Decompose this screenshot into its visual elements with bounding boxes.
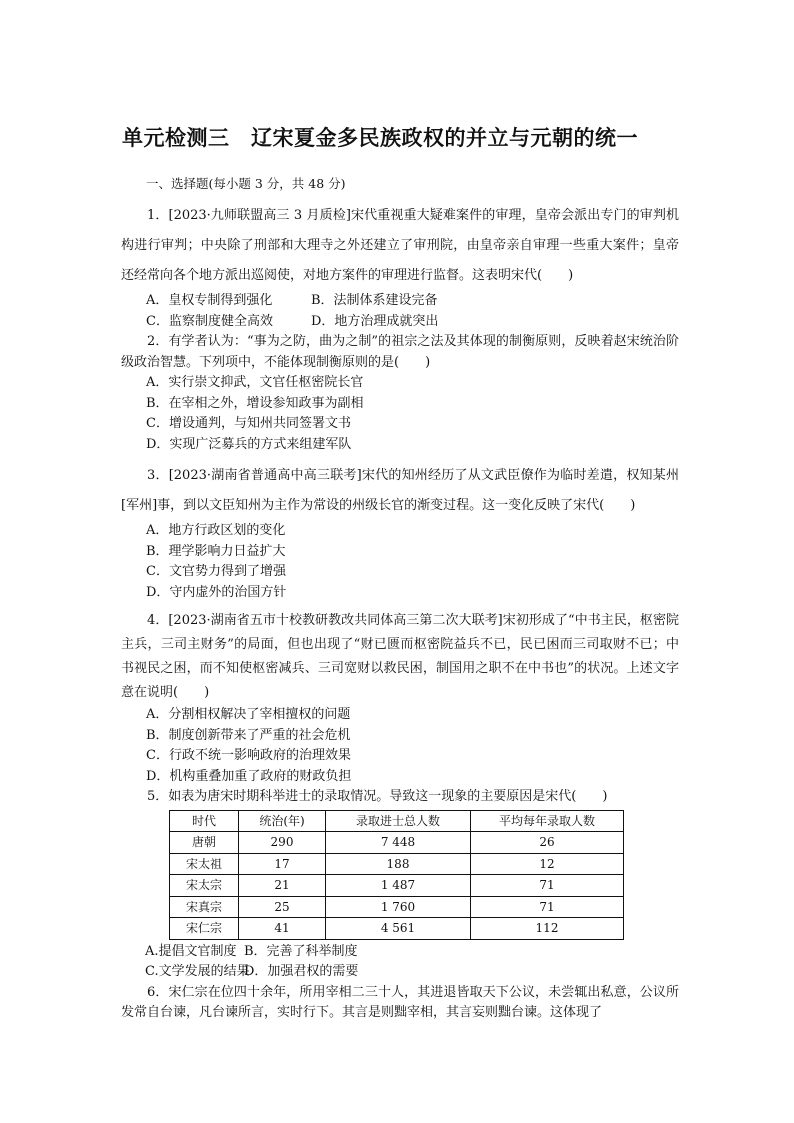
table-header: 统治(年) xyxy=(239,810,326,832)
table-header: 平均每年录取人数 xyxy=(471,810,624,832)
option-d: D．地方治理成就突出 xyxy=(311,313,439,329)
question-stem: 3．[2023·湖南省普通高中高三联考]宋代的知州经历了从文武臣僚作为临时差遣，权知某州[军州]事，到以文臣知州为主作为常设的州级长官的渐变过程。这一变化反映了宋代( ) xyxy=(121,468,679,513)
table-row xyxy=(170,853,624,875)
table-row xyxy=(170,918,624,940)
question-stem: 2．有学者认为：“事为之防，曲为之制”的祖宗之法及其体现的制衡原则，反映着赵宋统治阶级政治智慧。下列项中，不能体现制衡原则的是( ) xyxy=(121,334,679,370)
question-stem: 6．宋仁宗在位四十余年，所用宰相二三十人，其进退皆取天下公议，未尝辄出私意，公议所发常自台谏，凡台谏所言，实时行下。其言是则黜宰相，其言妄则黜台谏。这体现了 xyxy=(121,984,679,1020)
table-cell: 290 xyxy=(239,832,326,854)
option-d: D．守内虚外的治国方针 xyxy=(146,584,287,600)
question-stem: 4．[2023·湖南省五市十校教研教改共同体高三第二次大联考]宋初形成了“中书主民，枢密院主兵，三司主财务”的局面，但也出现了“财已匮而枢密院益兵不已，民已困而三司取财不已；中书视民之困，而不知使枢密减兵、三司宽财以救民困，制国用之职不在中书也”的状况。上述文字意在说明( ) xyxy=(121,613,679,700)
question-3 xyxy=(121,461,679,603)
option-d: D．机构重叠加重了政府的财政负担 xyxy=(146,768,352,784)
table-cell: 宋真宗 xyxy=(170,896,239,918)
question-5 xyxy=(121,787,679,983)
option-c: C．文官势力得到了增强 xyxy=(146,564,286,579)
option-b: B．在宰相之外，增设参知政事为副相 xyxy=(146,395,364,411)
table-row xyxy=(170,832,624,854)
page-title: 单元检测三 辽宋夏金多民族政权的并立与元朝的统一 xyxy=(122,126,638,150)
option-row xyxy=(121,942,679,963)
table-cell: 7 448 xyxy=(326,832,471,854)
table-cell: 宋太祖 xyxy=(170,853,239,875)
option-a: A．分割相权解决了宰相擅权的问题 xyxy=(146,707,351,722)
table-cell: 宋仁宗 xyxy=(170,918,239,940)
table-cell: 25 xyxy=(239,896,326,918)
question-1 xyxy=(121,201,679,332)
table-header: 录取进士总人数 xyxy=(326,810,471,832)
option-b: B．制度创新带来了严重的社会危机 xyxy=(146,727,351,743)
table-cell: 12 xyxy=(471,853,624,875)
table-cell: 唐朝 xyxy=(170,832,239,854)
question-2 xyxy=(121,332,679,455)
table-cell: 112 xyxy=(471,918,624,940)
admission-table xyxy=(169,810,624,940)
section-heading: 一、选择题(每小题 3 分，共 48 分) xyxy=(146,176,346,191)
table-header-row xyxy=(170,810,624,832)
table-cell: 17 xyxy=(239,853,326,875)
option-a: A.提倡文官制度 xyxy=(145,943,237,959)
option-row xyxy=(121,291,679,312)
option-c: C．增设通判，与知州共同签署文书 xyxy=(146,416,351,431)
option-a: A．实行崇文抑武，文官任枢密院长官 xyxy=(146,375,364,390)
option-c: C.文学发展的结果 xyxy=(145,964,250,979)
table-cell: 41 xyxy=(239,918,326,940)
question-4 xyxy=(121,609,679,787)
option-c: C．行政不统一影响政府的治理效果 xyxy=(146,748,351,763)
option-a: A．地方行政区划的变化 xyxy=(146,523,286,538)
question-stem: 5．如表为唐宋时期科举进士的录取情况。导致这一现象的主要原因是宋代( ) xyxy=(147,789,608,804)
table-cell: 188 xyxy=(326,853,471,875)
option-b: B．法制体系建设完备 xyxy=(311,293,438,308)
table-cell: 21 xyxy=(239,875,326,897)
option-c: C．监察制度健全高效 xyxy=(146,313,273,329)
question-list xyxy=(121,201,679,1024)
table-header: 时代 xyxy=(170,810,239,832)
question-6 xyxy=(121,983,679,1024)
table-cell: 1 487 xyxy=(326,875,471,897)
option-d: D．实现广泛募兵的方式来组建军队 xyxy=(146,436,352,452)
table-cell: 宋太宗 xyxy=(170,875,239,897)
table-cell: 71 xyxy=(471,875,624,897)
table-row xyxy=(170,896,624,918)
option-b: B．理学影响力日益扩大 xyxy=(146,543,286,559)
question-stem: 1．[2023·九师联盟高三 3 月质检]宋代重视重大疑难案件的审理，皇帝会派出专门的审判机构进行审判；中央除了刑部和大理寺之外还建立了审刑院，由皇帝亲自审理一些重大案件；皇帝还经常向各个地方派出巡阅使，对地方案件的审理进行监督。这表明宋代( ) xyxy=(121,208,679,283)
table-cell: 1 760 xyxy=(326,896,471,918)
option-a: A．皇权专制得到强化 xyxy=(146,293,273,308)
option-row xyxy=(121,312,679,333)
option-d: D．加强君权的需要 xyxy=(244,964,359,979)
table-cell: 71 xyxy=(471,896,624,918)
table-cell: 4 561 xyxy=(326,918,471,940)
table-row xyxy=(170,875,624,897)
option-row xyxy=(121,962,679,983)
table-cell: 26 xyxy=(471,832,624,854)
option-b: B．完善了科举制度 xyxy=(244,943,358,959)
